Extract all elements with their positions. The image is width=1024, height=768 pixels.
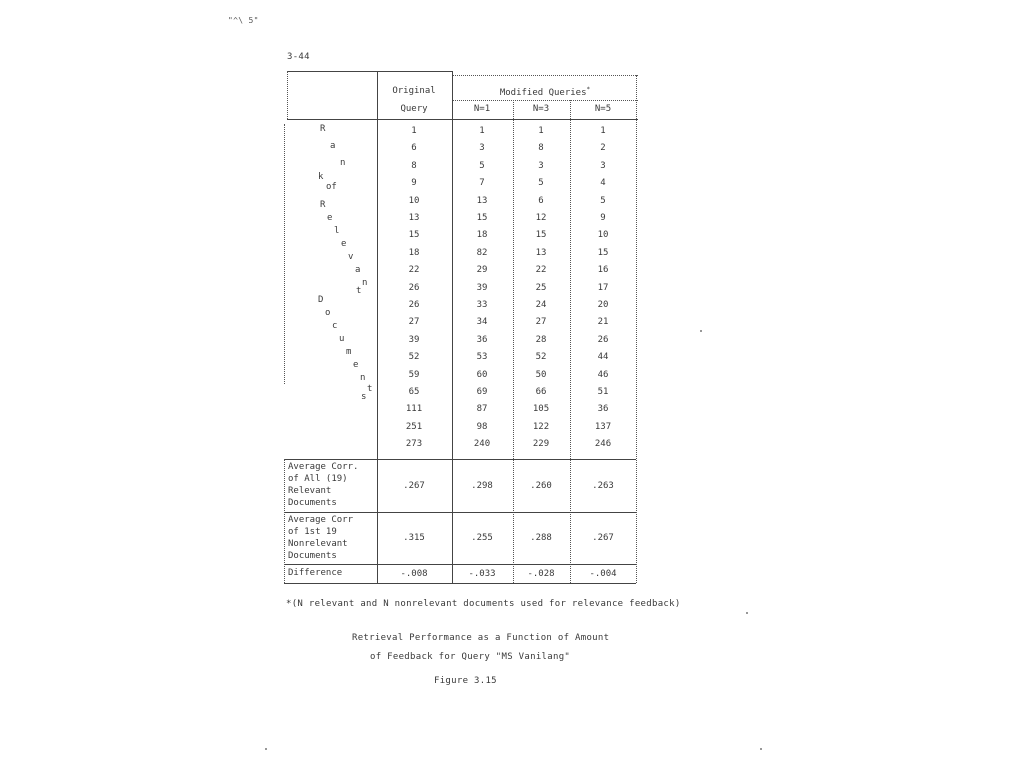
- row-label-letter: v: [348, 252, 354, 262]
- rank-cell: 27: [408, 317, 420, 328]
- rank-cell: 3: [600, 160, 606, 171]
- summary-value: .263: [592, 480, 614, 491]
- header-left-rule: [287, 71, 288, 119]
- header-subcol-2: N=3: [532, 104, 550, 114]
- rank-cell: 25: [535, 282, 547, 293]
- rank-cell: 15: [535, 230, 547, 241]
- row-label-letter: c: [332, 321, 338, 331]
- label-dotted-edge: [284, 124, 285, 384]
- rank-cell: 28: [535, 334, 547, 345]
- row-label-letter: s: [361, 392, 367, 402]
- table-top-rule: [287, 71, 453, 72]
- summary-label: Difference: [288, 568, 343, 578]
- summary-bottom-rule: [284, 583, 636, 584]
- rank-cell: 2: [600, 143, 606, 154]
- scan-speck: [265, 748, 267, 750]
- rank-cell: 26: [408, 300, 420, 310]
- rank-cell: 20: [597, 300, 609, 310]
- rank-cell: 15: [408, 230, 420, 241]
- rank-cell: 53: [476, 352, 488, 363]
- rank-cell: 69: [476, 387, 488, 397]
- rank-cell: 105: [532, 404, 550, 415]
- footnote: *(N relevant and N nonrelevant documents used for relevance feedback): [286, 599, 681, 609]
- rank-cell: 16: [597, 265, 609, 276]
- header-original-line2: Query: [400, 104, 428, 114]
- scan-speck: [760, 748, 762, 750]
- rank-cell: 8: [411, 160, 417, 171]
- header-original-line1: Original: [392, 86, 436, 96]
- row-label-letter: u: [339, 334, 345, 344]
- rank-cell: 44: [597, 352, 609, 363]
- summary-low-rule: [284, 564, 636, 565]
- page-number: 3-44: [287, 52, 310, 62]
- modified-top-rule: [452, 75, 638, 76]
- rank-cell: 34: [476, 317, 488, 328]
- rank-cell: 3: [479, 143, 485, 154]
- row-label-letter: e: [341, 239, 347, 249]
- rank-cell: 98: [476, 421, 488, 432]
- rank-cell: 22: [408, 265, 420, 276]
- rank-cell: 39: [476, 282, 488, 293]
- rank-cell: 33: [476, 300, 488, 310]
- caption-line-1: Retrieval Performance as a Function of Amount: [352, 633, 610, 643]
- summary-label: Average Corr. of All (19) Relevant Documents: [288, 462, 359, 508]
- header-subcol-3: N=5: [594, 104, 612, 114]
- rank-cell: 1: [600, 126, 606, 136]
- row-label-letter: of: [326, 182, 337, 192]
- rank-cell: 246: [594, 439, 612, 450]
- rank-cell: 10: [408, 195, 420, 206]
- summary-value: .260: [530, 480, 552, 491]
- rank-cell: 26: [597, 334, 609, 345]
- row-label-letter: a: [355, 265, 361, 275]
- summary-value: -.008: [400, 568, 428, 579]
- summary-value: -.028: [527, 568, 555, 579]
- rank-cell: 5: [479, 160, 485, 171]
- right-rule: [636, 75, 637, 583]
- row-label-letter: R: [320, 200, 326, 210]
- row-label-letter: R: [320, 124, 326, 134]
- summary-value: .267: [592, 533, 614, 543]
- row-label-letter: t: [367, 384, 373, 394]
- summary-top-rule: [284, 459, 636, 460]
- summary-value: -.033: [468, 568, 496, 579]
- row-label-letter: k: [318, 172, 324, 182]
- summary-value: .267: [403, 480, 425, 491]
- rank-cell: 13: [535, 247, 547, 258]
- summary-value: .315: [403, 533, 425, 543]
- row-label-letter: n: [362, 278, 368, 288]
- rank-cell: 66: [535, 387, 547, 397]
- rank-cell: 29: [476, 265, 488, 276]
- rank-cell: 251: [405, 421, 423, 432]
- rank-cell: 60: [476, 369, 488, 380]
- summary-value: .288: [530, 533, 552, 543]
- rank-cell: 22: [535, 265, 547, 276]
- header-modified-title: [452, 86, 638, 98]
- summary-value: .298: [471, 480, 493, 491]
- rank-cell: 24: [535, 300, 547, 310]
- rank-cell: 27: [535, 317, 547, 328]
- rank-cell: 10: [597, 230, 609, 241]
- rank-cell: 13: [408, 213, 420, 223]
- rank-cell: 13: [476, 195, 488, 206]
- rank-cell: 46: [597, 369, 609, 380]
- rank-cell: 5: [600, 195, 606, 206]
- rank-cell: 39: [408, 334, 420, 345]
- rank-cell: 65: [408, 387, 420, 397]
- rank-cell: 137: [594, 421, 612, 432]
- summary-mid-rule: [284, 512, 636, 513]
- header-bottom-rule: [287, 119, 638, 120]
- rank-cell: 52: [535, 352, 547, 363]
- rank-cell: 51: [597, 387, 609, 397]
- rank-cell: 1: [538, 126, 544, 136]
- rank-cell: 9: [600, 213, 606, 223]
- rank-cell: 273: [405, 439, 423, 450]
- rank-cell: 21: [597, 317, 609, 328]
- summary-value: .255: [471, 533, 493, 543]
- rank-cell: 5: [538, 178, 544, 189]
- rank-cell: 36: [597, 404, 609, 415]
- scan-speck: [700, 330, 702, 332]
- rank-cell: 12: [535, 213, 547, 223]
- scan-speck: [746, 612, 748, 614]
- row-label-letter: e: [353, 360, 359, 370]
- rank-cell: 4: [600, 178, 606, 189]
- rank-cell: 3: [538, 160, 544, 171]
- summary-left-rule: [284, 459, 285, 583]
- row-label-letter: o: [325, 308, 331, 318]
- rank-cell: 82: [476, 247, 488, 258]
- rank-cell: 15: [597, 247, 609, 258]
- figure-label: Figure 3.15: [434, 676, 497, 686]
- summary-label: Average Corr of 1st 19 Nonrelevant Documents: [288, 515, 354, 561]
- rank-cell: 111: [405, 404, 423, 415]
- row-label-letter: l: [334, 226, 340, 236]
- label-column-rule: [377, 71, 378, 583]
- modified-sub-rule: [452, 100, 638, 101]
- rank-cell: 229: [532, 439, 550, 450]
- rank-cell: 87: [476, 404, 488, 415]
- caption-line-2: of Feedback for Query "MS Vanilang": [370, 652, 571, 662]
- summary-value: -.004: [589, 568, 617, 579]
- row-label-letter: t: [356, 286, 362, 296]
- rank-cell: 15: [476, 213, 488, 223]
- rank-cell: 52: [408, 352, 420, 363]
- modified-marker: *: [586, 86, 591, 93]
- rank-cell: 17: [597, 282, 609, 293]
- rank-cell: 36: [476, 334, 488, 345]
- rank-cell: 1: [479, 126, 485, 136]
- corner-mark: "^\ 5": [228, 16, 259, 25]
- rank-cell: 6: [411, 143, 417, 154]
- rank-cell: 18: [476, 230, 488, 241]
- row-label-letter: m: [346, 347, 352, 357]
- rank-cell: 6: [538, 195, 544, 206]
- rank-cell: 8: [538, 143, 544, 154]
- rank-cell: 1: [411, 126, 417, 136]
- modified-title-text: Modified Queries: [499, 88, 587, 98]
- row-label-letter: D: [318, 295, 324, 305]
- rank-cell: 18: [408, 247, 420, 258]
- rank-cell: 26: [408, 282, 420, 293]
- row-label-letter: n: [360, 373, 366, 383]
- rank-cell: 240: [473, 439, 491, 450]
- row-label-letter: e: [327, 213, 333, 223]
- row-label-letter: a: [330, 141, 336, 151]
- rank-cell: 59: [408, 369, 420, 380]
- rank-cell: 50: [535, 369, 547, 380]
- row-label-letter: n: [340, 158, 346, 168]
- header-subcol-1: N=1: [473, 104, 491, 114]
- rank-cell: 7: [479, 178, 485, 189]
- rank-cell: 122: [532, 421, 550, 432]
- rank-cell: 9: [411, 178, 417, 189]
